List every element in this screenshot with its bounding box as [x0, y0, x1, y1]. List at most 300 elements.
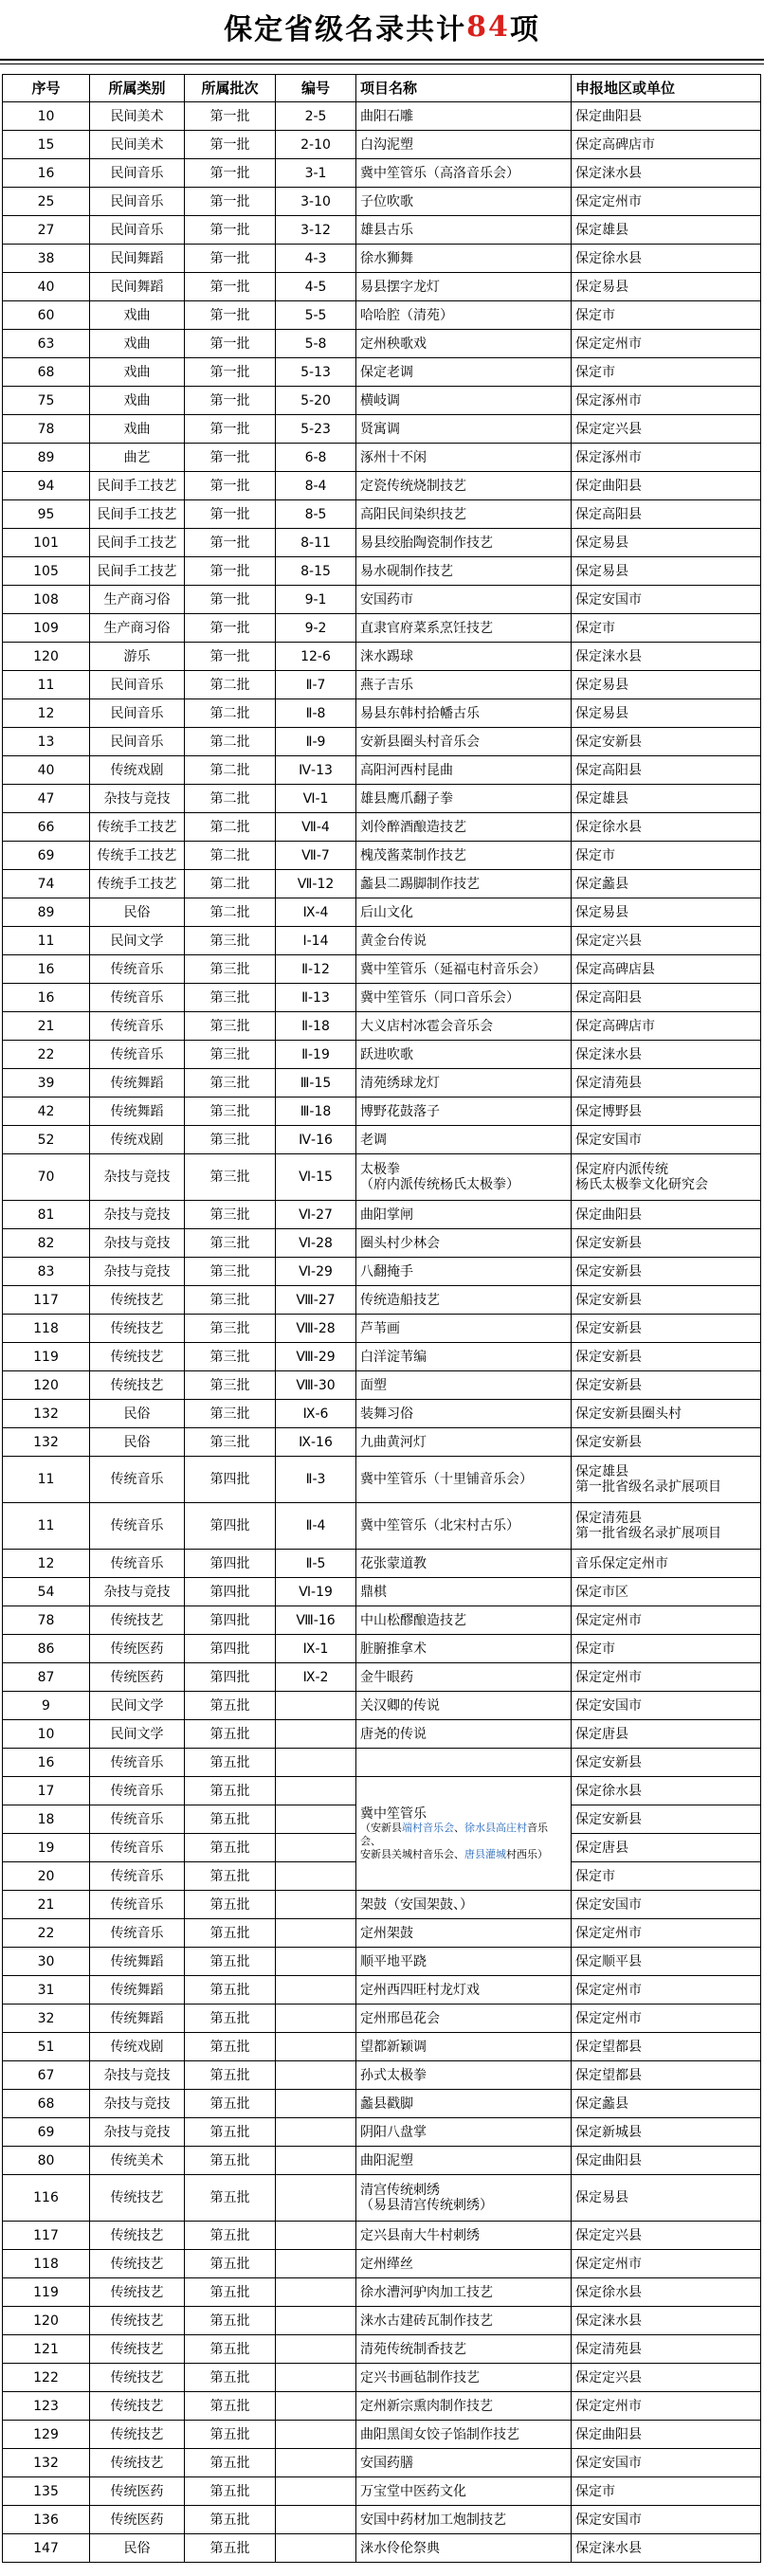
cell-unit: 保定安国市	[572, 1891, 761, 1919]
cell-code: Ⅷ-27	[276, 1286, 356, 1315]
cell-unit: 保定涞水县	[572, 159, 761, 188]
cell-name: 鼎棋	[356, 1578, 572, 1606]
cell-unit: 保定府内派传统 杨氏太极拳文化研究会	[572, 1154, 761, 1201]
cell-unit: 保定徐水县	[572, 1777, 761, 1805]
cell-unit: 保定市	[572, 614, 761, 643]
cell-name: 高阳民间染织技艺	[356, 500, 572, 529]
cell-unit: 保定高碑店市	[572, 131, 761, 159]
cell-code: Ⅵ-28	[276, 1229, 356, 1258]
cell-name: 定兴县南大牛村刺绣	[356, 2222, 572, 2250]
cell-batch: 第一批	[185, 614, 276, 643]
cell-name: 定兴书画毡制作技艺	[356, 2364, 572, 2392]
merged-detail: （安新县端村音乐会、徐水县高庄村音乐会、 安新县关城村音乐会、唐县灌城村西乐）	[360, 1821, 548, 1860]
cell-category: 传统技艺	[90, 1371, 185, 1400]
table-row	[3, 2090, 761, 2118]
cell-batch: 第三批	[185, 1258, 276, 1286]
cell-name: 大义店村冰雹会音乐会	[356, 1012, 572, 1041]
cell-unit: 保定定兴县	[572, 927, 761, 955]
table-row	[3, 1286, 761, 1315]
cell-code: 12-6	[276, 643, 356, 671]
table-row	[3, 1550, 761, 1578]
cell-category: 传统美术	[90, 2147, 185, 2175]
table-row	[3, 2250, 761, 2278]
cell-seq: 21	[3, 1012, 90, 1041]
cell-seq: 13	[3, 728, 90, 756]
table-row	[3, 2278, 761, 2307]
cell-code: 5-23	[276, 415, 356, 444]
cell-seq: 101	[3, 529, 90, 557]
table-row	[3, 1229, 761, 1258]
table-row	[3, 1948, 761, 1976]
table-row	[3, 1578, 761, 1606]
cell-code	[276, 1777, 356, 1805]
table-row	[3, 1069, 761, 1098]
table-row	[3, 671, 761, 699]
cell-category: 传统舞蹈	[90, 1098, 185, 1126]
cell-unit: 保定清苑县 第一批省级名录扩展项目	[572, 1503, 761, 1550]
cell-batch: 第三批	[185, 984, 276, 1012]
table-row	[3, 2175, 761, 2222]
cell-category: 传统技艺	[90, 1343, 185, 1371]
cell-unit: 保定雄县	[572, 216, 761, 245]
cell-category: 生产商习俗	[90, 586, 185, 614]
cell-seq: 119	[3, 1343, 90, 1371]
cell-name: 雄县鹰爪翻子拳	[356, 785, 572, 813]
cell-name	[356, 1749, 572, 1777]
cell-category: 民间文学	[90, 927, 185, 955]
cell-category: 传统技艺	[90, 2449, 185, 2477]
cell-name: 定州邢邑花会	[356, 2005, 572, 2033]
cell-batch: 第一批	[185, 472, 276, 500]
cell-unit: 保定安新县	[572, 1343, 761, 1371]
table-row	[3, 1201, 761, 1229]
cell-category: 戏曲	[90, 301, 185, 330]
table-row	[3, 2506, 761, 2534]
cell-unit: 保定涞水县	[572, 2534, 761, 2563]
cell-batch: 第三批	[185, 1343, 276, 1371]
table-row	[3, 1012, 761, 1041]
cell-name: 刘伶醉酒酿造技艺	[356, 813, 572, 842]
cell-batch: 第一批	[185, 415, 276, 444]
cell-category: 民间手工技艺	[90, 500, 185, 529]
cell-category: 传统手工技艺	[90, 813, 185, 842]
table-row	[3, 813, 761, 842]
cell-batch: 第一批	[185, 216, 276, 245]
cell-seq: 147	[3, 2534, 90, 2563]
cell-batch: 第四批	[185, 1663, 276, 1692]
cell-name: 冀中笙管乐（高洛音乐会）	[356, 159, 572, 188]
cell-code	[276, 2118, 356, 2147]
cell-category: 传统手工技艺	[90, 842, 185, 870]
table-row	[3, 1126, 761, 1154]
table-row	[3, 472, 761, 500]
cell-seq: 66	[3, 813, 90, 842]
cell-batch: 第二批	[185, 813, 276, 842]
table-row	[3, 1663, 761, 1692]
cell-name: 装舞习俗	[356, 1400, 572, 1428]
cell-category: 传统音乐	[90, 1749, 185, 1777]
cell-category: 传统音乐	[90, 1012, 185, 1041]
cell-seq: 81	[3, 1201, 90, 1229]
cell-batch: 第五批	[185, 2090, 276, 2118]
table-row	[3, 245, 761, 273]
cell-seq: 30	[3, 1948, 90, 1976]
cell-code: Ⅶ-12	[276, 870, 356, 898]
cell-seq: 16	[3, 159, 90, 188]
cell-batch: 第一批	[185, 245, 276, 273]
cell-code: 2-5	[276, 102, 356, 131]
cell-code: Ⅱ-18	[276, 1012, 356, 1041]
cell-code: Ⅷ-29	[276, 1343, 356, 1371]
cell-category: 传统技艺	[90, 2392, 185, 2421]
cell-code	[276, 2307, 356, 2335]
cell-unit: 保定定州市	[572, 188, 761, 216]
cell-unit: 保定博野县	[572, 1098, 761, 1126]
cell-name: 直隶官府菜系烹饪技艺	[356, 614, 572, 643]
cell-category: 传统技艺	[90, 2364, 185, 2392]
table-row	[3, 1720, 761, 1749]
cell-unit: 保定安新县	[572, 1749, 761, 1777]
cell-seq: 16	[3, 1749, 90, 1777]
table-row	[3, 273, 761, 301]
cell-seq: 135	[3, 2477, 90, 2506]
cell-seq: 10	[3, 1720, 90, 1749]
cell-unit: 保定安新县	[572, 728, 761, 756]
cell-seq: 120	[3, 1371, 90, 1400]
page-title: 保定省级名录共计 84 项	[224, 9, 540, 46]
cell-batch: 第五批	[185, 1720, 276, 1749]
cell-seq: 89	[3, 898, 90, 927]
cell-name: 冀中笙管乐（延福屯村音乐会）	[356, 955, 572, 984]
cell-category: 传统舞蹈	[90, 1069, 185, 1098]
cell-code	[276, 1805, 356, 1834]
column-header-name: 项目名称	[356, 75, 572, 102]
table-row	[3, 1891, 761, 1919]
cell-category: 民间文学	[90, 1692, 185, 1720]
cell-batch: 第二批	[185, 756, 276, 785]
cell-seq: 27	[3, 216, 90, 245]
cell-name: 槐茂酱菜制作技艺	[356, 842, 572, 870]
heritage-list-table	[2, 74, 761, 2563]
table-row	[3, 1777, 761, 1805]
cell-seq: 21	[3, 1891, 90, 1919]
cell-batch: 第五批	[185, 2506, 276, 2534]
cell-batch: 第一批	[185, 500, 276, 529]
cell-unit: 保定安国市	[572, 2449, 761, 2477]
cell-code: Ⅳ-16	[276, 1126, 356, 1154]
cell-name: 架鼓（安国架鼓、）	[356, 1891, 572, 1919]
table-row	[3, 301, 761, 330]
table-row	[3, 188, 761, 216]
cell-code	[276, 2364, 356, 2392]
cell-category: 戏曲	[90, 387, 185, 415]
cell-batch: 第五批	[185, 2449, 276, 2477]
table-row	[3, 955, 761, 984]
cell-seq: 31	[3, 1976, 90, 2005]
cell-unit: 音乐保定定州市	[572, 1550, 761, 1578]
cell-batch: 第三批	[185, 927, 276, 955]
cell-category: 传统音乐	[90, 1919, 185, 1948]
table-row	[3, 2364, 761, 2392]
cell-seq: 120	[3, 2307, 90, 2335]
cell-unit: 保定徐水县	[572, 245, 761, 273]
cell-category: 传统音乐	[90, 955, 185, 984]
cell-unit: 保定唐县	[572, 1720, 761, 1749]
table-row	[3, 529, 761, 557]
cell-code: Ⅸ-16	[276, 1428, 356, 1457]
cell-name: 徐水漕河驴肉加工技艺	[356, 2278, 572, 2307]
cell-batch: 第五批	[185, 1834, 276, 1862]
cell-category: 民间音乐	[90, 728, 185, 756]
cell-batch: 第二批	[185, 671, 276, 699]
table-row	[3, 1635, 761, 1663]
table-row	[3, 330, 761, 358]
cell-unit: 保定定州市	[572, 1663, 761, 1692]
cell-unit: 保定望都县	[572, 2061, 761, 2090]
cell-code: Ⅱ-5	[276, 1550, 356, 1578]
cell-code	[276, 1919, 356, 1948]
table-row	[3, 785, 761, 813]
cell-seq: 68	[3, 358, 90, 387]
cell-unit: 保定曲阳县	[572, 2421, 761, 2449]
cell-category: 民间文学	[90, 1720, 185, 1749]
cell-name: 易县摆字龙灯	[356, 273, 572, 301]
cell-category: 传统音乐	[90, 1777, 185, 1805]
cell-batch: 第一批	[185, 188, 276, 216]
cell-name: 八翻掩手	[356, 1258, 572, 1286]
cell-name: 徐水狮舞	[356, 245, 572, 273]
cell-batch: 第三批	[185, 1428, 276, 1457]
cell-unit: 保定易县	[572, 2175, 761, 2222]
cell-name: 定州新宗熏肉制作技艺	[356, 2392, 572, 2421]
cell-batch: 第五批	[185, 2005, 276, 2033]
cell-batch: 第三批	[185, 1315, 276, 1343]
cell-unit: 保定安国市	[572, 586, 761, 614]
cell-name: 安新县圈头村音乐会	[356, 728, 572, 756]
cell-name: 曲阳掌闸	[356, 1201, 572, 1229]
cell-code	[276, 1891, 356, 1919]
cell-batch: 第五批	[185, 2534, 276, 2563]
cell-unit: 保定徐水县	[572, 2278, 761, 2307]
cell-batch: 第五批	[185, 2278, 276, 2307]
merged-name: 冀中笙管乐	[360, 1805, 427, 1822]
cell-name: 花张蒙道教	[356, 1550, 572, 1578]
column-header-code: 编号	[276, 75, 356, 102]
cell-unit: 保定徐水县	[572, 813, 761, 842]
cell-batch: 第五批	[185, 2222, 276, 2250]
cell-seq: 16	[3, 984, 90, 1012]
cell-name: 黄金台传说	[356, 927, 572, 955]
cell-unit: 保定高阳县	[572, 500, 761, 529]
cell-name: 太极拳 （府内派传统杨氏太极拳）	[356, 1154, 572, 1201]
cell-seq: 12	[3, 1550, 90, 1578]
cell-code: Ⅲ-18	[276, 1098, 356, 1126]
cell-category: 传统技艺	[90, 2421, 185, 2449]
cell-name: 易县东韩村拾幡古乐	[356, 699, 572, 728]
cell-seq: 42	[3, 1098, 90, 1126]
cell-unit: 保定市	[572, 1862, 761, 1891]
cell-code: Ⅲ-15	[276, 1069, 356, 1098]
table-row	[3, 1457, 761, 1503]
cell-unit: 保定市	[572, 358, 761, 387]
cell-seq: 54	[3, 1578, 90, 1606]
cell-batch: 第二批	[185, 699, 276, 728]
table-row	[3, 1692, 761, 1720]
cell-code	[276, 2061, 356, 2090]
cell-category: 传统医药	[90, 2506, 185, 2534]
cell-unit: 保定曲阳县	[572, 1201, 761, 1229]
cell-category: 杂技与竞技	[90, 2118, 185, 2147]
cell-code	[276, 2392, 356, 2421]
cell-category: 杂技与竞技	[90, 1154, 185, 1201]
cell-unit: 保定涞水县	[572, 2307, 761, 2335]
cell-name: 白洋淀苇编	[356, 1343, 572, 1371]
table-row	[3, 444, 761, 472]
cell-name: 唐尧的传说	[356, 1720, 572, 1749]
cell-category: 传统音乐	[90, 1834, 185, 1862]
cell-seq: 17	[3, 1777, 90, 1805]
cell-batch: 第一批	[185, 643, 276, 671]
cell-seq: 118	[3, 1315, 90, 1343]
cell-category: 民间美术	[90, 102, 185, 131]
cell-batch: 第一批	[185, 444, 276, 472]
cell-name: 蠡县戳脚	[356, 2090, 572, 2118]
cell-seq: 18	[3, 1805, 90, 1834]
cell-name: 冀中笙管乐（同口音乐会）	[356, 984, 572, 1012]
cell-code: 2-10	[276, 131, 356, 159]
cell-unit: 保定高碑店市	[572, 1012, 761, 1041]
cell-unit: 保定安新县	[572, 1315, 761, 1343]
table-row	[3, 614, 761, 643]
cell-name: 安国中药材加工炮制技艺	[356, 2506, 572, 2534]
cell-name: 清苑传统制香技艺	[356, 2335, 572, 2364]
cell-code: 3-1	[276, 159, 356, 188]
cell-category: 杂技与竞技	[90, 1229, 185, 1258]
cell-seq: 69	[3, 2118, 90, 2147]
cell-batch: 第三批	[185, 1286, 276, 1315]
cell-batch: 第三批	[185, 1371, 276, 1400]
cell-category: 传统医药	[90, 1635, 185, 1663]
cell-category: 戏曲	[90, 415, 185, 444]
cell-name: 孙式太极拳	[356, 2061, 572, 2090]
cell-code	[276, 2335, 356, 2364]
cell-batch: 第五批	[185, 1862, 276, 1891]
table-row	[3, 699, 761, 728]
cell-code: 5-5	[276, 301, 356, 330]
cell-name: 传统造船技艺	[356, 1286, 572, 1315]
cell-batch: 第三批	[185, 1201, 276, 1229]
cell-category: 杂技与竞技	[90, 1201, 185, 1229]
cell-code	[276, 2449, 356, 2477]
cell-category: 杂技与竞技	[90, 1258, 185, 1286]
cell-code: Ⅵ-19	[276, 1578, 356, 1606]
cell-batch: 第三批	[185, 1098, 276, 1126]
cell-seq: 70	[3, 1154, 90, 1201]
cell-name: 跃进吹歌	[356, 1041, 572, 1069]
cell-unit: 保定雄县 第一批省级名录扩展项目	[572, 1457, 761, 1503]
cell-batch: 第一批	[185, 301, 276, 330]
cell-category: 戏曲	[90, 358, 185, 387]
cell-name: 后山文化	[356, 898, 572, 927]
cell-unit: 保定定州市	[572, 2392, 761, 2421]
cell-code: Ⅵ-15	[276, 1154, 356, 1201]
cell-category: 民俗	[90, 2534, 185, 2563]
cell-batch: 第四批	[185, 1606, 276, 1635]
cell-code	[276, 2222, 356, 2250]
cell-seq: 94	[3, 472, 90, 500]
column-header-batch: 所属批次	[185, 75, 276, 102]
cell-batch: 第五批	[185, 2477, 276, 2506]
table-row	[3, 1315, 761, 1343]
cell-unit: 保定易县	[572, 529, 761, 557]
cell-category: 传统技艺	[90, 2307, 185, 2335]
cell-batch: 第五批	[185, 1805, 276, 1834]
cell-code: Ⅶ-4	[276, 813, 356, 842]
cell-name: 面塑	[356, 1371, 572, 1400]
cell-category: 传统手工技艺	[90, 870, 185, 898]
cell-code: 8-15	[276, 557, 356, 586]
cell-batch: 第一批	[185, 102, 276, 131]
column-header-seq: 序号	[3, 75, 90, 102]
cell-unit: 保定易县	[572, 671, 761, 699]
table-row	[3, 728, 761, 756]
cell-code: 3-12	[276, 216, 356, 245]
cell-batch: 第四批	[185, 1635, 276, 1663]
cell-name: 清宫传统刺绣 （易县清宫传统刺绣）	[356, 2175, 572, 2222]
cell-unit: 保定定州市	[572, 330, 761, 358]
table-row	[3, 2421, 761, 2449]
cell-code: 3-10	[276, 188, 356, 216]
table-row	[3, 1041, 761, 1069]
column-header-category: 所属类别	[90, 75, 185, 102]
table-row	[3, 2222, 761, 2250]
cell-code	[276, 1720, 356, 1749]
cell-category: 传统技艺	[90, 1315, 185, 1343]
table-row	[3, 2449, 761, 2477]
cell-code: 4-3	[276, 245, 356, 273]
cell-unit: 保定安国市	[572, 1692, 761, 1720]
cell-seq: 86	[3, 1635, 90, 1663]
cell-name: 贤寓调	[356, 415, 572, 444]
cell-code: 6-8	[276, 444, 356, 472]
cell-batch: 第二批	[185, 728, 276, 756]
cell-seq: 121	[3, 2335, 90, 2364]
title-divider	[0, 59, 764, 66]
cell-seq: 25	[3, 188, 90, 216]
cell-category: 杂技与竞技	[90, 785, 185, 813]
cell-category: 传统技艺	[90, 2335, 185, 2364]
cell-unit: 保定定州市	[572, 1976, 761, 2005]
cell-name: 安国药市	[356, 586, 572, 614]
cell-code: Ⅸ-1	[276, 1635, 356, 1663]
cell-seq: 19	[3, 1834, 90, 1862]
cell-code	[276, 2090, 356, 2118]
cell-category: 传统技艺	[90, 2222, 185, 2250]
cell-category: 杂技与竞技	[90, 2090, 185, 2118]
cell-name: 高阳河西村昆曲	[356, 756, 572, 785]
cell-unit: 保定安国市	[572, 1126, 761, 1154]
cell-seq: 38	[3, 245, 90, 273]
table-row	[3, 2147, 761, 2175]
cell-batch: 第五批	[185, 2147, 276, 2175]
cell-unit: 保定蠡县	[572, 870, 761, 898]
cell-code: 8-11	[276, 529, 356, 557]
cell-name: 定州秧歌戏	[356, 330, 572, 358]
cell-code: Ⅱ-19	[276, 1041, 356, 1069]
cell-name: 安国药膳	[356, 2449, 572, 2477]
cell-seq: 51	[3, 2033, 90, 2061]
cell-unit: 保定雄县	[572, 785, 761, 813]
